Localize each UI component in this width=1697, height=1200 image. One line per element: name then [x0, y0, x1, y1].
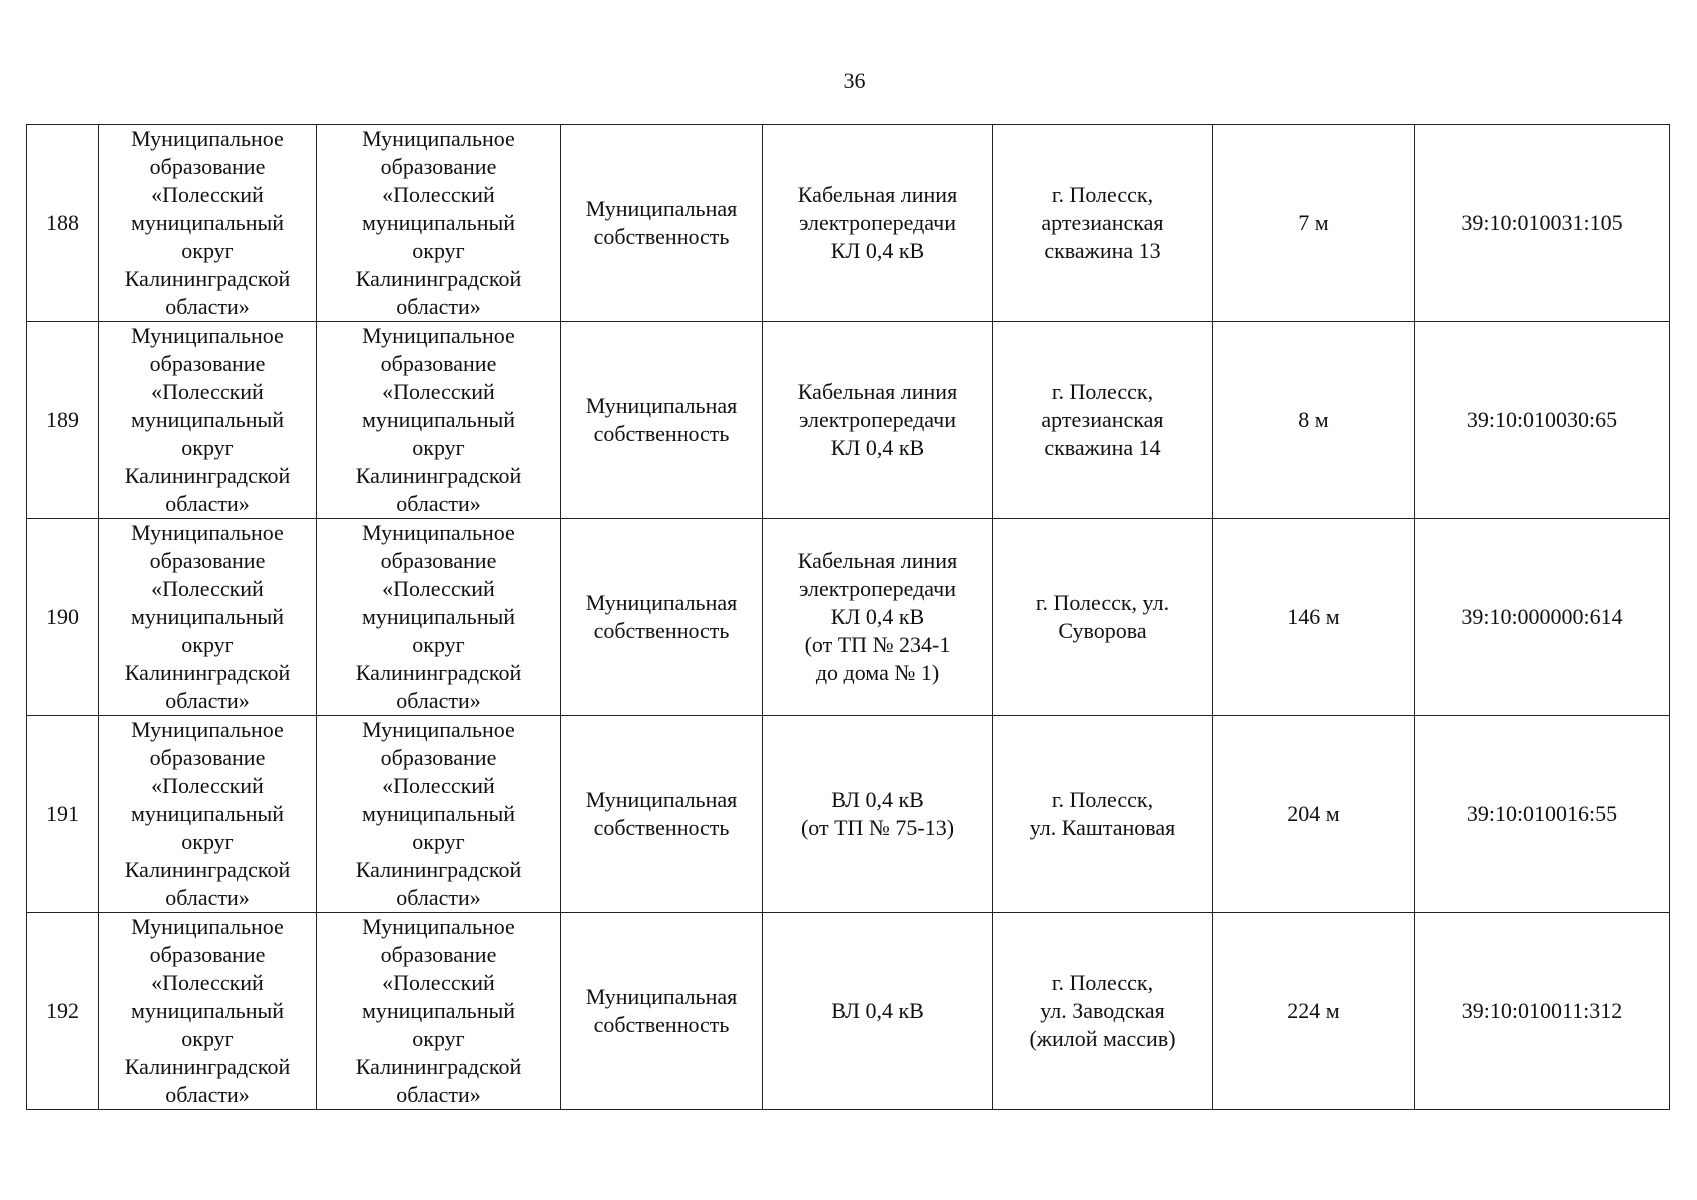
page-number: 36	[843, 68, 866, 93]
row-number-cell: 188	[27, 125, 99, 322]
length-cell: 224 м	[1213, 913, 1415, 1110]
holder-cell: Муниципальное образование «Полесский муниципальный округ Калининградской области»	[317, 716, 561, 913]
holder-cell: Муниципальное образование «Полесский муниципальный округ Калининградской области»	[317, 913, 561, 1110]
table-row	[27, 125, 1670, 322]
owner-cell: Муниципальное образование «Полесский муниципальный округ Калининградской области»	[99, 125, 317, 322]
right-type-cell: Муниципальная собственность	[561, 716, 763, 913]
right-type-cell: Муниципальная собственность	[561, 125, 763, 322]
object-name-cell: ВЛ 0,4 кВ	[763, 913, 993, 1110]
right-type-cell: Муниципальная собственность	[561, 322, 763, 519]
length-cell: 204 м	[1213, 716, 1415, 913]
length-cell: 146 м	[1213, 519, 1415, 716]
object-name-cell: Кабельная линия электропередачи КЛ 0,4 кВ	[763, 125, 993, 322]
address-cell: г. Полесск, ул. Суворова	[993, 519, 1213, 716]
owner-cell: Муниципальное образование «Полесский муниципальный округ Калининградской области»	[99, 519, 317, 716]
row-number-cell: 192	[27, 913, 99, 1110]
owner-cell: Муниципальное образование «Полесский муниципальный округ Калининградской области»	[99, 716, 317, 913]
holder-cell: Муниципальное образование «Полесский муниципальный округ Калининградской области»	[317, 125, 561, 322]
table-row	[27, 519, 1670, 716]
holder-cell: Муниципальное образование «Полесский муниципальный округ Калининградской области»	[317, 322, 561, 519]
row-number-cell: 190	[27, 519, 99, 716]
address-cell: г. Полесск, ул. Заводская (жилой массив)	[993, 913, 1213, 1110]
cadastral-number-cell: 39:10:010011:312	[1415, 913, 1670, 1110]
right-type-cell: Муниципальная собственность	[561, 519, 763, 716]
table-row	[27, 913, 1670, 1110]
cadastral-number-cell: 39:10:010030:65	[1415, 322, 1670, 519]
right-type-cell: Муниципальная собственность	[561, 913, 763, 1110]
cadastral-number-cell: 39:10:010031:105	[1415, 125, 1670, 322]
owner-cell: Муниципальное образование «Полесский муниципальный округ Калининградской области»	[99, 913, 317, 1110]
object-name-cell: Кабельная линия электропередачи КЛ 0,4 кВ (от ТП № 234-1 до дома № 1)	[763, 519, 993, 716]
registry-table	[26, 124, 1670, 1110]
cadastral-number-cell: 39:10:000000:614	[1415, 519, 1670, 716]
object-name-cell: Кабельная линия электропередачи КЛ 0,4 кВ	[763, 322, 993, 519]
address-cell: г. Полесск, артезианская скважина 14	[993, 322, 1213, 519]
address-cell: г. Полесск, ул. Каштановая	[993, 716, 1213, 913]
table-row	[27, 716, 1670, 913]
holder-cell: Муниципальное образование «Полесский муниципальный округ Калининградской области»	[317, 519, 561, 716]
owner-cell: Муниципальное образование «Полесский муниципальный округ Калининградской области»	[99, 322, 317, 519]
object-name-cell: ВЛ 0,4 кВ (от ТП № 75-13)	[763, 716, 993, 913]
row-number-cell: 191	[27, 716, 99, 913]
table-row	[27, 322, 1670, 519]
address-cell: г. Полесск, артезианская скважина 13	[993, 125, 1213, 322]
row-number-cell: 189	[27, 322, 99, 519]
cadastral-number-cell: 39:10:010016:55	[1415, 716, 1670, 913]
length-cell: 7 м	[1213, 125, 1415, 322]
length-cell: 8 м	[1213, 322, 1415, 519]
